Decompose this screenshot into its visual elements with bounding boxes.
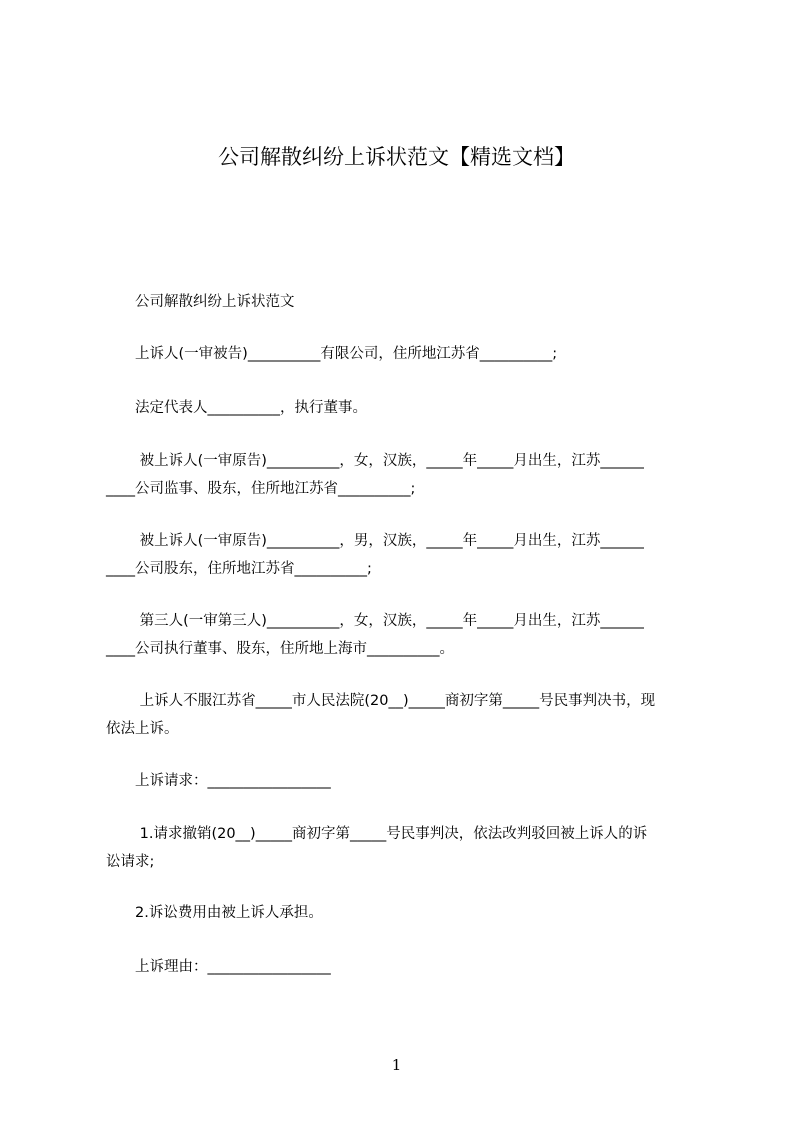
paragraph-request-2 — [106, 899, 716, 927]
paragraph-line: 公司解散纠纷上诉状范文 — [106, 294, 295, 310]
paragraph-appeal-requests-heading — [106, 767, 716, 795]
paragraph-line: ____公司股东，住所地江苏省__________; — [106, 561, 372, 577]
paragraph-appeal-statement — [106, 687, 716, 743]
paragraph-line: 依法上诉。 — [106, 721, 179, 737]
paragraph-line: 第三人(一审第三人)__________，女，汉族，_____年_____月出生，江苏______ — [106, 613, 644, 629]
paragraph-line: ____公司执行董事、股东，住所地上海市__________。 — [106, 641, 454, 657]
paragraph-line: 上诉人不服江苏省_____市人民法院(20__)_____商初字第_____号民事判决书，现 — [106, 693, 656, 709]
paragraph-line: 法定代表人__________，执行董事。 — [106, 400, 367, 416]
paragraph-line: 上诉请求：_________________ — [106, 773, 331, 789]
paragraph-heading — [106, 288, 716, 316]
paragraph-line: 上诉人(一审被告)__________有限公司，住所地江苏省__________; — [106, 346, 558, 362]
document-title: 公司解散纠纷上诉状范文【精选文档】 — [218, 145, 575, 169]
paragraph-line: 上诉理由：_________________ — [106, 959, 331, 975]
paragraph-line: 被上诉人(一审原告)__________，男，汉族，_____年_____月出生，江苏______ — [106, 533, 644, 549]
paragraph-request-1 — [106, 820, 716, 876]
paragraph-line: 讼请求; — [106, 854, 155, 870]
paragraph-line: 1.请求撤销(20__)_____商初字第_____号民事判决，依法改判驳回被上诉人的诉 — [106, 826, 648, 842]
paragraph-legal-representative — [106, 394, 716, 422]
paragraph-appellant — [106, 340, 716, 368]
paragraph-appellee-1 — [106, 447, 716, 503]
paragraph-line: ____公司监事、股东，住所地江苏省__________; — [106, 481, 416, 497]
paragraph-appeal-reasons-heading — [106, 953, 716, 981]
paragraph-appellee-2 — [106, 527, 716, 583]
paragraph-line: 被上诉人(一审原告)__________，女，汉族，_____年_____月出生，江苏______ — [106, 453, 644, 469]
paragraph-line: 2.诉讼费用由被上诉人承担。 — [106, 905, 323, 921]
page-number: 1 — [391, 1056, 402, 1074]
paragraph-third-party — [106, 607, 716, 663]
